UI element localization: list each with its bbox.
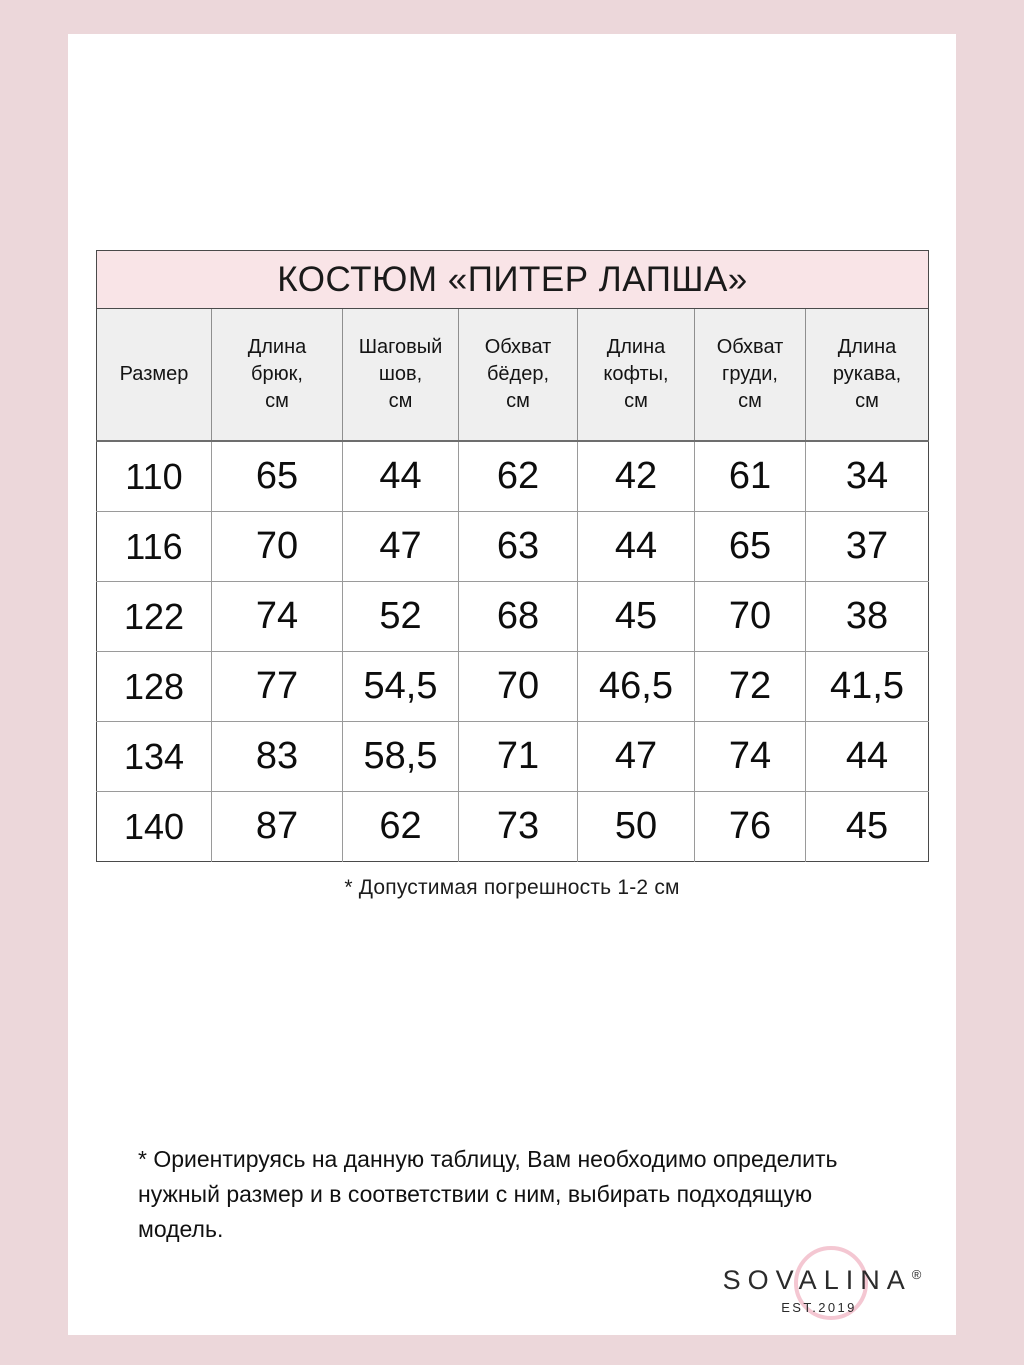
column-header-line-3: см <box>388 390 413 412</box>
cell-hip-girth: 68 <box>459 582 578 652</box>
table-header-row <box>97 309 929 442</box>
cell-size: 128 <box>97 652 212 722</box>
column-header-line-1: Обхват <box>484 336 552 358</box>
cell-sleeve-length: 45 <box>806 792 929 862</box>
cell-pants-length: 77 <box>212 652 343 722</box>
cell-size: 116 <box>97 512 212 582</box>
cell-chest-girth: 74 <box>695 722 806 792</box>
column-header-size-label: Размер <box>119 363 189 385</box>
cell-chest-girth: 70 <box>695 582 806 652</box>
table-row <box>97 652 929 722</box>
cell-top-length: 45 <box>578 582 695 652</box>
cell-top-length: 50 <box>578 792 695 862</box>
table-row <box>97 512 929 582</box>
column-header-top-length <box>578 309 695 442</box>
column-header-line-2: шов, <box>378 363 423 385</box>
column-header-line-1: Длина <box>247 336 307 358</box>
column-header-size <box>97 309 212 442</box>
column-header-line-1: Длина <box>606 336 666 358</box>
cell-pants-length: 83 <box>212 722 343 792</box>
cell-inseam: 62 <box>343 792 459 862</box>
cell-chest-girth: 65 <box>695 512 806 582</box>
logo-wordmark <box>702 1265 942 1296</box>
column-header-line-1: Обхват <box>716 336 784 358</box>
cell-hip-girth: 71 <box>459 722 578 792</box>
cell-top-length: 47 <box>578 722 695 792</box>
table-row <box>97 722 929 792</box>
column-header-line-3: см <box>624 390 648 412</box>
table-body <box>97 441 929 862</box>
cell-hip-girth: 73 <box>459 792 578 862</box>
registered-trademark-icon: ® <box>911 1267 922 1282</box>
column-header-hip-girth <box>459 309 578 442</box>
cell-chest-girth: 72 <box>695 652 806 722</box>
brand-logo <box>702 1245 954 1337</box>
cell-size: 140 <box>97 792 212 862</box>
cell-inseam: 58,5 <box>343 722 459 792</box>
cell-sleeve-length: 44 <box>806 722 929 792</box>
page-sheet <box>68 34 956 1335</box>
cell-pants-length: 70 <box>212 512 343 582</box>
cell-pants-length: 74 <box>212 582 343 652</box>
cell-hip-girth: 70 <box>459 652 578 722</box>
column-header-line-3: см <box>738 390 762 412</box>
column-header-line-3: см <box>265 390 289 412</box>
size-table <box>96 250 929 862</box>
cell-pants-length: 65 <box>212 441 343 512</box>
cell-sleeve-length: 37 <box>806 512 929 582</box>
cell-hip-girth: 62 <box>459 441 578 512</box>
cell-hip-girth: 63 <box>459 512 578 582</box>
column-header-line-3: см <box>506 390 530 412</box>
column-header-line-2: брюк, <box>251 363 303 385</box>
column-header-pants-length <box>212 309 343 442</box>
tolerance-note: * Допустимая погрешность 1-2 см <box>344 876 680 899</box>
cell-chest-girth: 61 <box>695 441 806 512</box>
cell-sleeve-length: 34 <box>806 441 929 512</box>
cell-inseam: 47 <box>343 512 459 582</box>
column-header-chest-girth <box>695 309 806 442</box>
table-row <box>97 441 929 512</box>
cell-inseam: 44 <box>343 441 459 512</box>
cell-top-length: 42 <box>578 441 695 512</box>
cell-pants-length: 87 <box>212 792 343 862</box>
cell-inseam: 54,5 <box>343 652 459 722</box>
table-row <box>97 792 929 862</box>
column-header-line-2: груди, <box>722 363 778 385</box>
cell-sleeve-length: 38 <box>806 582 929 652</box>
size-chart <box>96 250 928 900</box>
cell-size: 134 <box>97 722 212 792</box>
table-row <box>97 582 929 652</box>
cell-sleeve-length: 41,5 <box>806 652 929 722</box>
column-header-inseam <box>343 309 459 442</box>
cell-size: 110 <box>97 441 212 512</box>
column-header-line-2: рукава, <box>832 363 902 385</box>
table-title: КОСТЮМ «ПИТЕР ЛАПША» <box>97 251 929 309</box>
column-header-line-1: Длина <box>837 336 897 358</box>
column-header-line-3: см <box>855 390 879 412</box>
cell-inseam: 52 <box>343 582 459 652</box>
logo-established: EST.2019 <box>781 1300 857 1315</box>
cell-size: 122 <box>97 582 212 652</box>
column-header-line-2: бёдер, <box>486 363 550 385</box>
column-header-sleeve-length <box>806 309 929 442</box>
column-header-line-2: кофты, <box>603 363 669 385</box>
usage-instructions: * Ориентируясь на данную таблицу, Вам необходимо определить нужный размер и в соответствии с ним, выбирать подходящую модель. <box>138 1146 838 1242</box>
table-title-row <box>97 251 929 309</box>
logo-name: SOVALINA <box>722 1265 912 1295</box>
column-header-line-1: Шаговый <box>358 336 443 358</box>
cell-top-length: 44 <box>578 512 695 582</box>
cell-top-length: 46,5 <box>578 652 695 722</box>
cell-chest-girth: 76 <box>695 792 806 862</box>
